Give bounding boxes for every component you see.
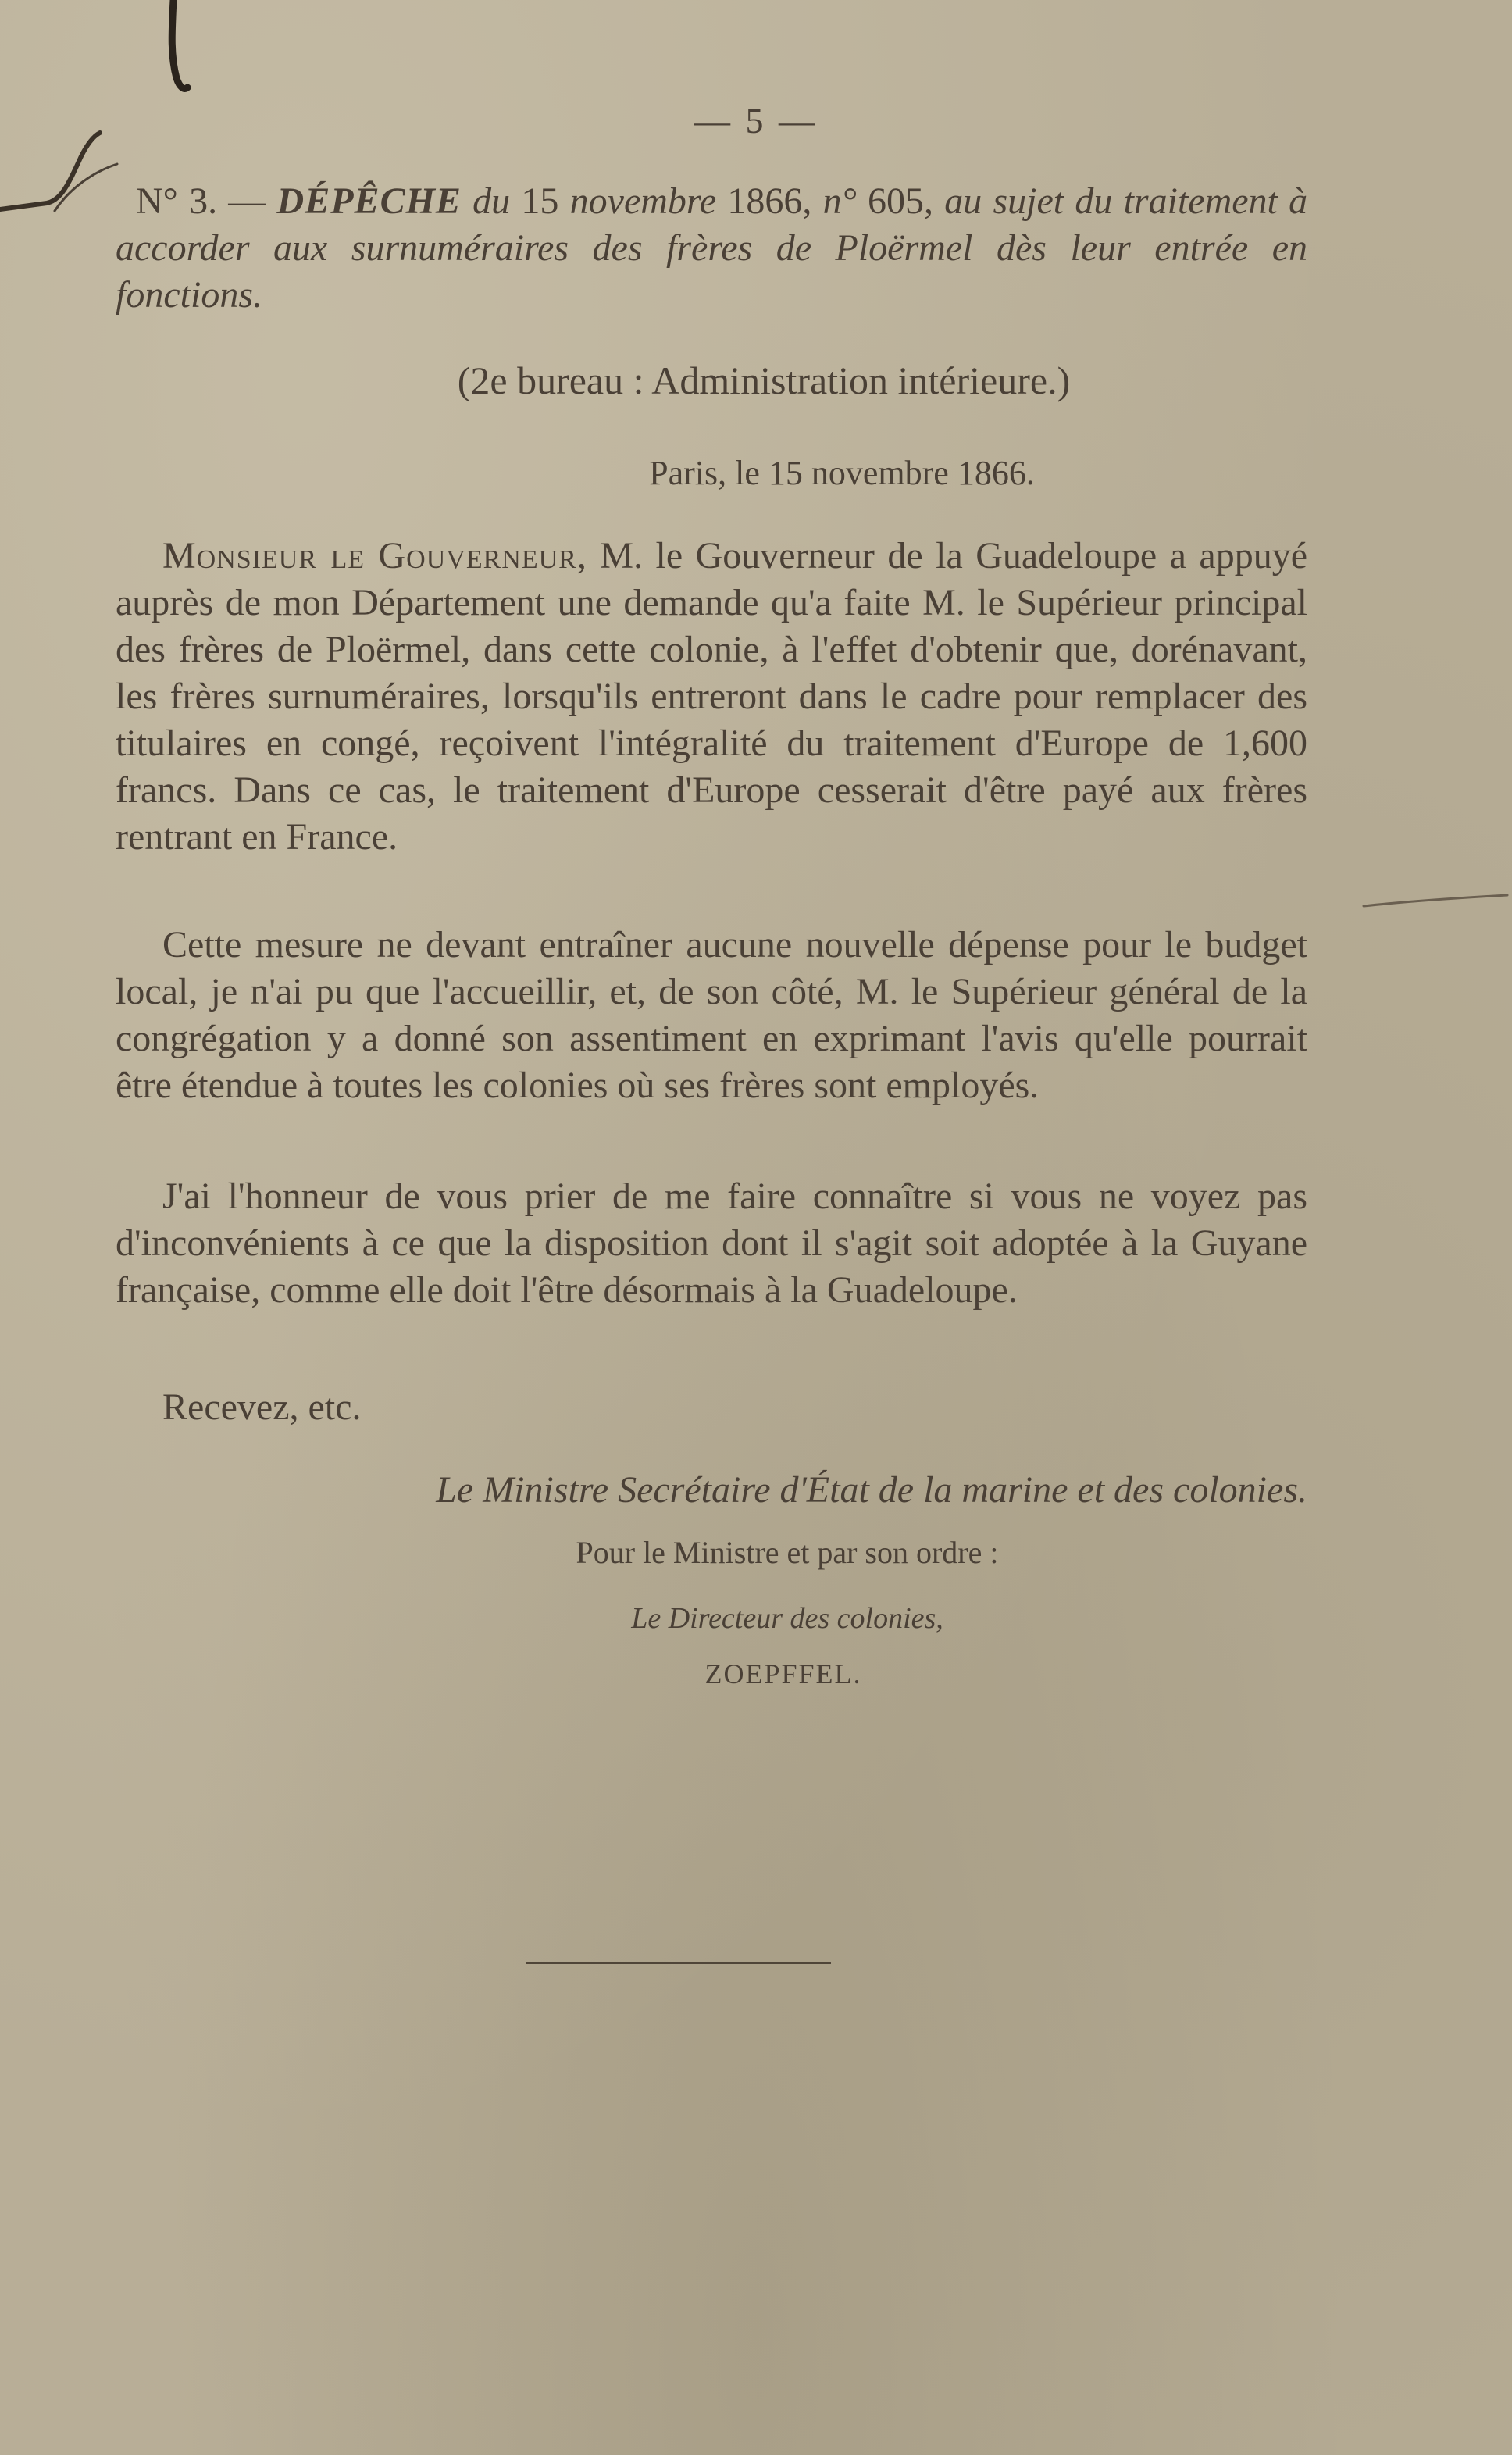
salutation: Monsieur le Gouverneur, (162, 535, 587, 576)
closing-rule (526, 1962, 831, 1964)
minister-title: Le Ministre Secrétaire d'État de la marine et des colonies. (436, 1469, 1307, 1511)
signatory-name: ZOEPFFEL. (704, 1658, 862, 1690)
closing-formula: Recevez, etc. (162, 1386, 362, 1428)
heading-text-no: n° (822, 180, 857, 222)
paragraph-2: Cette mesure ne devant entraîner aucune nouvelle dépense pour le budget local, je n'ai pu que l'accueillir, et, de son côté, M. le Supérieur général de la congrégation y a donné son assentiment en exprimant l'avis qu'elle pourrait être étendue à toutes les colonies où ses frères sont employés. (116, 924, 1307, 1106)
dispatch-title: DÉPÊCHE (276, 180, 462, 222)
by-order-line: Pour le Ministre et par son ordre : (576, 1535, 999, 1570)
paragraph-1 (116, 533, 1307, 861)
dateline: Paris, le 15 novembre 1866. (649, 454, 1035, 492)
dispatch-heading (116, 178, 1307, 319)
director-title: Le Directeur des colonies, (631, 1602, 943, 1635)
bureau-line: (2e bureau : Administration intérieure.) (457, 359, 1071, 402)
ink-stroke-mark (156, 0, 191, 94)
heading-subject: au sujet du traitement à accorder aux surnuméraires des frères de Ploërmel dès leur entrée en fonctions. (116, 180, 1308, 316)
paragraph-3: J'ai l'honneur de vous prier de me faire connaître si vous ne voyez pas d'inconvénients à ce que la disposition dont il s'agit soit adoptée à la Guyane française, comme elle doit l'être désormais à la Guadeloupe. (116, 1176, 1307, 1311)
dispatch-number: N° 3. — (136, 180, 266, 222)
paragraph-1-body: M. le Gouverneur de la Guadeloupe a appuyé auprès de mon Département une demande qu'a faite M. le Supérieur principal des frères de Ploërmel, dans cette colonie, à l'effet d'obtenir que, dorénavant, les frères surnuméraires, lorsqu'ils entreront dans le cadre pour remplacer des titulaires en congé, reçoivent l'intégralité du traitement d'Europe de 1,600 francs. Dans ce cas, le traitement d'Europe cesserait d'être payé aux frères rentrant en France. (116, 535, 1307, 858)
heading-dispatch-no: 605, (868, 180, 934, 222)
page-number: — 5 — (694, 101, 818, 141)
margin-dash-mark (1359, 883, 1512, 930)
heading-year: 1866, (727, 180, 812, 222)
heading-month: novembre (569, 180, 717, 222)
heading-day: 15 (521, 180, 559, 222)
heading-text-du: du (472, 180, 511, 222)
